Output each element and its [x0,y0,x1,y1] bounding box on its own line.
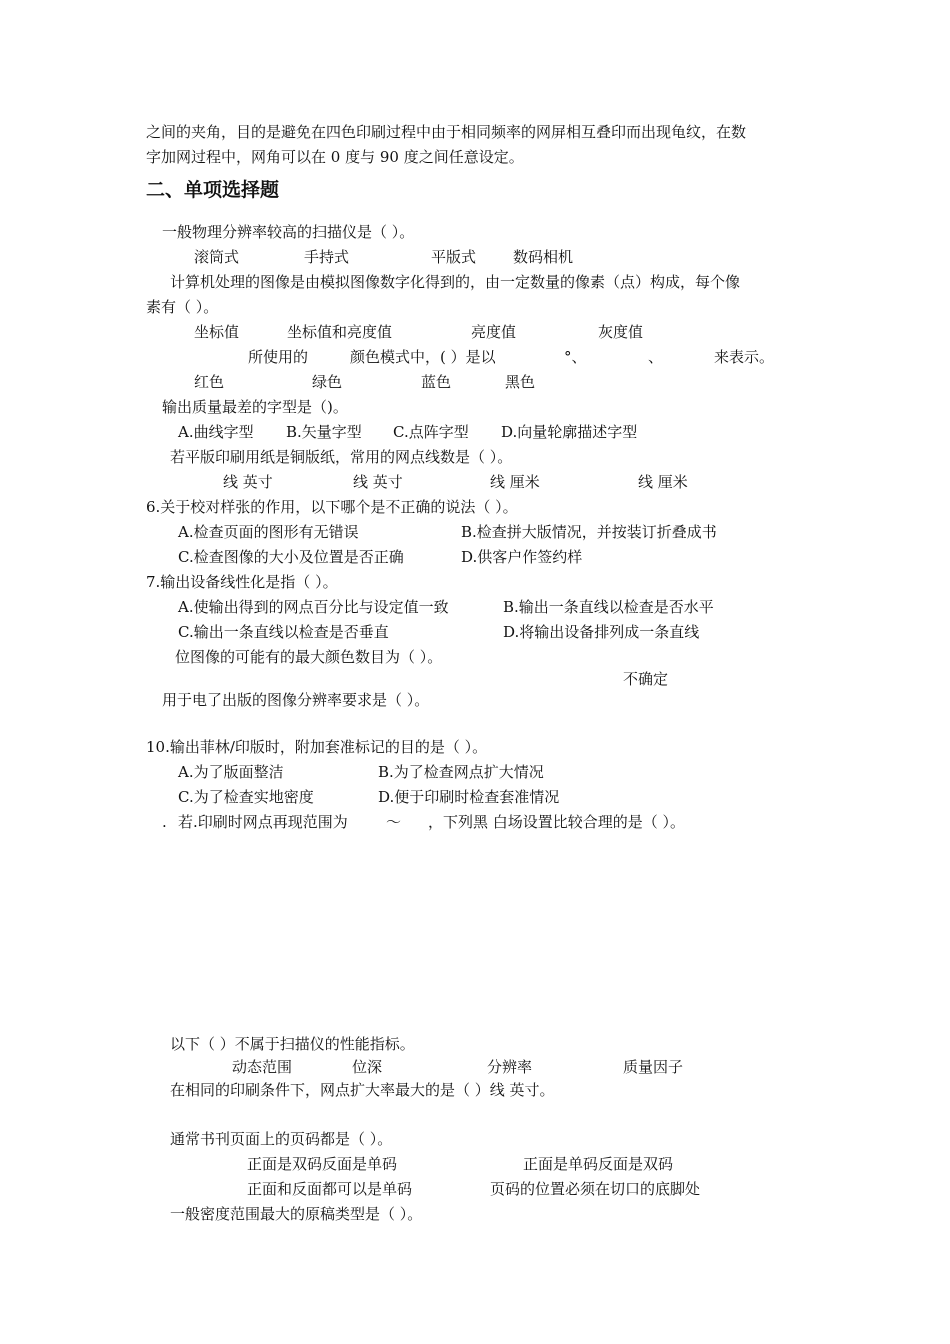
q11-stem-part-2: ～ [386,813,402,831]
q5-option-4: 线 厘米 [638,473,688,491]
q9-stem: 用于电了出版的图像分辨率要求是（ ）。 [162,691,430,709]
q12-option-3: 分辨率 [487,1058,533,1076]
q3-option-1: 红色 [194,373,225,391]
q1-stem: 一般物理分辨率较高的扫描仪是（ ）。 [162,223,415,241]
q3-option-4: 黑色 [505,373,536,391]
q12-option-1: 动态范围 [232,1058,293,1076]
q8-option-uncertain: 不确定 [623,670,669,688]
q5-option-3: 线 厘米 [490,473,540,491]
q8-stem: 位图像的可能有的最大颜色数目为（ ）。 [175,648,443,666]
q1-option-3: 平版式 [431,248,477,266]
q2-stem-line-1: 计算机处理的图像是由模拟图像数字化得到的，由一定数量的像素（点）构成，每个像 [170,273,741,291]
q12-option-2: 位深 [352,1058,383,1076]
q5-stem: 若平版印刷用纸是铜版纸，常用的网点线数是（ ）。 [170,448,513,466]
q10-stem: 10.输出菲林/印版时，附加套准标记的目的是（ ）。 [146,738,488,756]
q2-option-1: 坐标值 [194,323,240,341]
q6-option-d: D.供客户作签约样 [461,548,583,566]
q14-option-4: 页码的位置必须在切口的底脚处 [490,1180,701,1198]
q14-option-2: 正面是单码反面是双码 [523,1155,674,1173]
q4-stem: 输出质量最差的字型是（)。 [162,398,348,416]
q4-option-a: A.曲线字型 [178,423,254,441]
q12-stem: 以下（ ）不属于扫描仪的性能指标。 [170,1035,415,1053]
q3-stem-part-5: 来表示。 [714,348,775,366]
q14-option-3: 正面和反面都可以是单码 [247,1180,413,1198]
q2-option-4: 灰度值 [598,323,644,341]
q2-option-2: 坐标值和亮度值 [287,323,393,341]
q7-option-a: A.使输出得到的网点百分比与设定值一致 [178,598,449,616]
q14-stem: 通常书刊页面上的页码都是（ ）。 [170,1130,393,1148]
q3-option-3: 蓝色 [421,373,452,391]
q4-option-c: C.点阵字型 [393,423,469,441]
q10-option-c: C.为了检查实地密度 [178,788,314,806]
q6-option-a: A.检查页面的图形有无错误 [178,523,359,541]
intro-line-1: 之间的夹角，目的是避免在四色印刷过程中由于相同频率的网屏相互叠印而出现龟纹，在数 [146,123,747,141]
q5-option-1: 线 英寸 [223,473,273,491]
q5-option-2: 线 英寸 [353,473,403,491]
q11-number: . [162,813,167,831]
q1-option-1: 滚筒式 [194,248,240,266]
q3-stem-part-4: 、 [648,348,664,366]
q7-option-c: C.输出一条直线以检查是否垂直 [178,623,389,641]
intro-line-2: 字加网过程中，网角可以在 0 度与 90 度之间任意设定。 [146,148,524,166]
q14-option-1: 正面是双码反面是单码 [247,1155,398,1173]
q7-option-d: D.将输出设备排列成一条直线 [503,623,700,641]
q12-option-4: 质量因子 [623,1058,684,1076]
q1-option-4: 数码相机 [513,248,574,266]
q10-option-a: A.为了版面整洁 [178,763,284,781]
q6-stem: 6.关于校对样张的作用，以下哪个是不正确的说法（ ）。 [146,498,518,516]
q3-stem-part-3: °、 [564,348,587,366]
q11-stem-part-3: ，下列黑 白场设置比较合理的是（ ）。 [428,813,686,831]
q13-stem: 在相同的印刷条件下，网点扩大率最大的是（ ）线 英寸。 [170,1081,555,1099]
q6-option-c: C.检查图像的大小及位置是否正确 [178,548,404,566]
q4-option-d: D.向量轮廓描述字型 [501,423,638,441]
q10-option-d: D.便于印刷时检查套准情况 [378,788,560,806]
q1-option-2: 手持式 [304,248,350,266]
q10-option-b: B.为了检查网点扩大情况 [378,763,544,781]
q3-option-2: 绿色 [312,373,343,391]
q11-stem-part-1: 若.印刷时网点再现范围为 [178,813,348,831]
q2-stem-line-2: 素有（ ）。 [146,298,219,316]
q7-stem: 7.输出设备线性化是指（ ）。 [146,573,338,591]
q7-option-b: B.输出一条直线以检查是否水平 [503,598,714,616]
q3-stem-part-1: 所使用的 [248,348,309,366]
q6-option-b: B.检查拼大版情况，并按装订折叠成书 [461,523,717,541]
q2-option-3: 亮度值 [471,323,517,341]
q15-stem: 一般密度范围最大的原稿类型是（ ）。 [170,1205,423,1223]
section-title: 二、单项选择题 [146,179,280,201]
q4-option-b: B.矢量字型 [286,423,362,441]
q3-stem-part-2: 颜色模式中，( ）是以 [350,348,496,366]
